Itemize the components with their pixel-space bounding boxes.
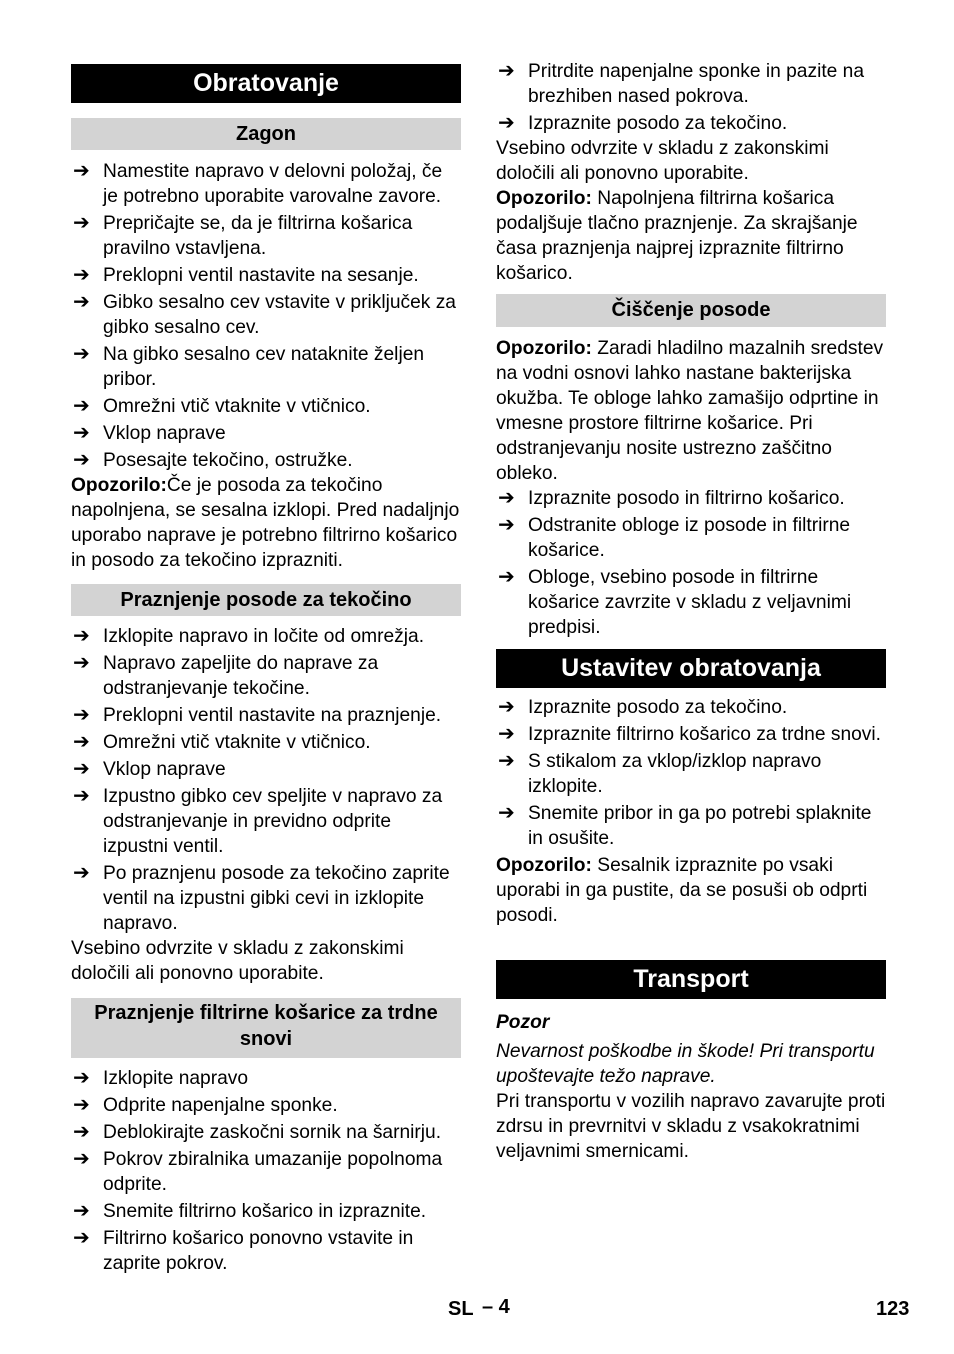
list-item: ➔ Izpraznite posodo in filtrirno košarico. bbox=[498, 487, 845, 509]
arrow-right-icon: ➔ bbox=[73, 422, 90, 444]
list-item: ➔ S stikalom za vklop/izklop napravo izklopite. bbox=[498, 750, 822, 797]
arrow-right-icon: ➔ bbox=[498, 566, 515, 588]
arrow-right-icon: ➔ bbox=[73, 264, 90, 286]
arrow-right-icon: ➔ bbox=[73, 652, 90, 674]
warning-text: Nevarnost poškodbe in škode! Pri transportu upoštevajte težo naprave. bbox=[496, 1041, 875, 1087]
praznjenje-kosarice-list bbox=[71, 1066, 461, 1276]
ustavitev-list bbox=[496, 695, 886, 928]
list-item: ➔ Pritrdite napenjalne sponke in pazite na brezhiben nased pokrova. bbox=[498, 60, 865, 107]
footer-page-number: 123 bbox=[876, 1298, 910, 1320]
arrow-right-icon: ➔ bbox=[498, 487, 515, 509]
praznjenje-tekocine-text: Vsebino odvrzite v skladu z zakonskimi določili ali ponovno uporabite. bbox=[71, 938, 404, 984]
arrow-right-icon: ➔ bbox=[73, 212, 90, 234]
arrow-right-icon: ➔ bbox=[73, 1121, 90, 1143]
arrow-right-icon: ➔ bbox=[73, 1148, 90, 1170]
list-item: ➔ Snemite pribor in ga po potrebi splaknite in osušite. bbox=[498, 802, 872, 849]
arrow-right-icon: ➔ bbox=[73, 291, 90, 313]
list-item: ➔ Prepričajte se, da je filtrirna košarica pravilno vstavljena. bbox=[73, 212, 413, 259]
arrow-right-icon: ➔ bbox=[498, 112, 515, 134]
arrow-right-icon: ➔ bbox=[73, 731, 90, 753]
list-item: ➔ Izklopite napravo in ločite od omrežja. bbox=[73, 625, 425, 647]
zagon-note: Opozorilo:Če je posoda za tekočino napolnjena, se sesalna izklopi. Pred nadaljnjo uporabo naprave je potrebno filtrirno košarico in posodo za tekočino izprazniti. bbox=[71, 475, 460, 571]
ciscenje-note: Opozorilo: Zaradi hladilno mazalnih sredstev na vodni osnovi lahko nastane bakterijska okužba. Te obloge lahko zamašijo odprtine in vmesne prostore filtrirne košarice. Pri odstranjevanju nosite ustrezno zaščitno obleko. bbox=[496, 338, 884, 484]
arrow-right-icon: ➔ bbox=[73, 1200, 90, 1222]
section-title-obratovanje: Obratovanje bbox=[71, 64, 461, 103]
transport-block bbox=[496, 1010, 886, 1164]
list-item: ➔ Filtrirno košarico ponovno vstavite in zaprite pokrov. bbox=[73, 1227, 414, 1274]
transport-text: Pri transportu v vozilih napravo zavarujte proti zdrsu in prevrnitvi v skladu z vsakokratnimi veljavnimi smernicami. bbox=[496, 1091, 886, 1162]
arrow-right-icon: ➔ bbox=[498, 60, 515, 82]
arrow-right-icon: ➔ bbox=[73, 1227, 90, 1249]
list-item: ➔ Namestite napravo v delovni položaj, če je potrebno uporabite varovalne zavore. bbox=[73, 160, 443, 207]
list-item: ➔ Snemite filtrirno košarico in izpraznite. bbox=[73, 1200, 427, 1222]
ciscenje-block bbox=[496, 336, 886, 640]
zagon-list bbox=[71, 159, 461, 573]
arrow-right-icon: ➔ bbox=[73, 704, 90, 726]
warning-label: Pozor bbox=[496, 1012, 550, 1033]
list-item: ➔ Posesajte tekočino, ostružke. bbox=[73, 449, 353, 471]
list-item: ➔ Izpraznite posodo za tekočino. bbox=[498, 112, 788, 134]
arrow-right-icon: ➔ bbox=[73, 862, 90, 884]
arrow-right-icon: ➔ bbox=[73, 343, 90, 365]
list-item: ➔ Odprite napenjalne sponke. bbox=[73, 1094, 338, 1116]
section-title-ustavitev: Ustavitev obratovanja bbox=[496, 649, 886, 688]
continued-text: Vsebino odvrzite v skladu z zakonskimi določili ali ponovno uporabite. bbox=[496, 138, 829, 184]
list-item: ➔ Na gibko sesalno cev nataknite željen pribor. bbox=[73, 343, 425, 390]
arrow-right-icon: ➔ bbox=[498, 696, 515, 718]
list-item: ➔ Preklopni ventil nastavite na praznjenje. bbox=[73, 704, 442, 726]
arrow-right-icon: ➔ bbox=[73, 758, 90, 780]
list-item: ➔ Vklop naprave bbox=[73, 422, 226, 444]
section-title-transport: Transport bbox=[496, 960, 886, 999]
list-item: ➔ Obloge, vsebino posode in filtrirne košarice zavrzite v skladu z veljavnimi predpisi. bbox=[498, 566, 852, 638]
list-item: ➔ Po praznjenu posode za tekočino zaprite ventil na izpustni gibki cevi in izklopite napravo. bbox=[73, 862, 450, 934]
arrow-right-icon: ➔ bbox=[73, 160, 90, 182]
list-item: ➔ Odstranite obloge iz posode in filtrirne košarice. bbox=[498, 514, 851, 561]
arrow-right-icon: ➔ bbox=[73, 625, 90, 647]
list-item: ➔ Izpraznite filtrirno košarico za trdne snovi. bbox=[498, 723, 881, 745]
continued-list bbox=[496, 59, 886, 286]
list-item: ➔ Pokrov zbiralnika umazanije popolnoma odprite. bbox=[73, 1148, 443, 1195]
arrow-right-icon: ➔ bbox=[73, 785, 90, 807]
subheading-praznjenje-tekocine: Praznjenje posode za tekočino bbox=[71, 584, 461, 616]
continued-note: Opozorilo: Napolnjena filtrirna košarica podaljšuje tlačno praznjenje. Za skrajšanje časa praznjenja najprej izpraznite filtrirno košarico. bbox=[496, 188, 858, 284]
subheading-praznjenje-kosarice: Praznjenje filtrirne košarice za trdne snovi bbox=[71, 998, 461, 1058]
list-item: ➔ Izpraznite posodo za tekočino. bbox=[498, 696, 788, 718]
subheading-ciscenje: Čiščenje posode bbox=[496, 294, 886, 327]
list-item: ➔ Preklopni ventil nastavite na sesanje. bbox=[73, 264, 419, 286]
arrow-right-icon: ➔ bbox=[73, 1094, 90, 1116]
arrow-right-icon: ➔ bbox=[73, 1067, 90, 1089]
list-item: ➔ Omrežni vtič vtaknite v vtičnico. bbox=[73, 395, 371, 417]
arrow-right-icon: ➔ bbox=[498, 802, 515, 824]
list-item: ➔ Gibko sesalno cev vstavite v priključek za gibko sesalno cev. bbox=[73, 291, 456, 338]
list-item: ➔ Vklop naprave bbox=[73, 758, 226, 780]
footer-section: – 4 bbox=[482, 1296, 510, 1318]
list-item: ➔ Deblokirajte zaskočni sornik na šarnirju. bbox=[73, 1121, 442, 1143]
list-item: ➔ Napravo zapeljite do naprave za odstranjevanje tekočine. bbox=[73, 652, 379, 699]
arrow-right-icon: ➔ bbox=[73, 449, 90, 471]
arrow-right-icon: ➔ bbox=[498, 514, 515, 536]
list-item: ➔ Izklopite napravo bbox=[73, 1067, 249, 1089]
list-item: ➔ Izpustno gibko cev speljite v napravo za odstranjevanje in previdno odprite izpustni ventil. bbox=[73, 785, 443, 857]
list-item: ➔ Omrežni vtič vtaknite v vtičnico. bbox=[73, 731, 371, 753]
footer-lang: SL bbox=[448, 1298, 474, 1320]
praznjenje-tekocine-list bbox=[71, 624, 461, 986]
arrow-right-icon: ➔ bbox=[498, 750, 515, 772]
arrow-right-icon: ➔ bbox=[73, 395, 90, 417]
subheading-zagon: Zagon bbox=[71, 118, 461, 150]
ustavitev-note: Opozorilo: Sesalnik izpraznite po vsaki uporabi in ga pustite, da se posuši ob odprti posodi. bbox=[496, 855, 868, 926]
arrow-right-icon: ➔ bbox=[498, 723, 515, 745]
